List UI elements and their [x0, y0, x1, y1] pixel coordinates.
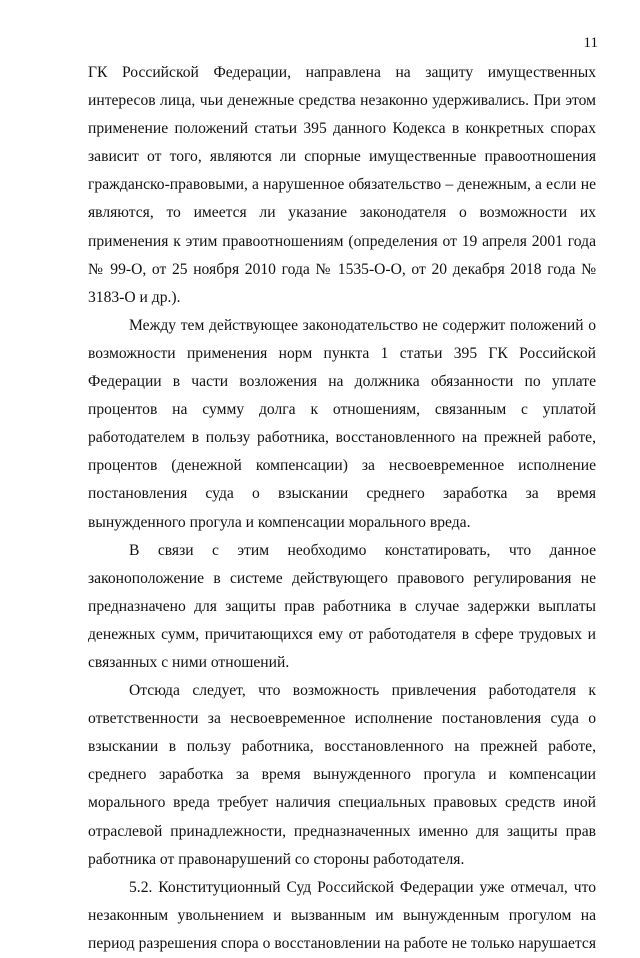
- paragraph: Отсюда следует, что возможность привлечения работодателя к ответственности за несвоевременное исполнение постановления суда о взыскании в пользу работника, восстановленного на прежней работе, среднего заработка за время вынужденного прогула и компенсации морального вреда требует наличия специальных правовых средств иной отраслевой принадлежности, предназначенных именно для защиты прав работника от правонарушений со стороны работодателя.: [88, 682, 596, 868]
- document-body: [88, 59, 596, 958]
- paragraph-section-5-2: 5.2. Конституционный Суд Российской Федерации уже отмечал, что незаконным увольнением и вызванным им вынужденным прогулом на период разрешения спора о восстановлении на работе не только нарушается: [88, 878, 596, 952]
- paragraph: В связи с этим необходимо констатировать, что данное законоположение в системе действующего правового регулирования не предназначено для защиты прав работника в случае задержки выплаты денежных сумм, причитающихся ему от работодателя в сфере трудовых и связанных с ними отношений.: [88, 541, 596, 671]
- paragraph: Между тем действующее законодательство не содержит положений о возможности применения норм пункта 1 статьи 395 ГК Российской Федерации в части возложения на должника обязанности по уплате процентов на сумму долга к отношениям, связанным с уплатой работодателем в пользу работника, восстановленного на прежней работе, процентов (денежной компенсации) за несвоевременное исполнение постановления суда о взыскании среднего заработка за время вынужденного прогула и компенсации морального вреда.: [88, 316, 596, 531]
- page-number: 11: [583, 35, 598, 51]
- paragraph-continuation: ГК Российской Федерации, направлена на защиту имущественных интересов лица, чьи денежные средства незаконно удерживались. При этом применение положений статьи 395 данного Кодекса в конкретных спорах зависит от того, являются ли спорные имущественные правоотношения гражданско-правовыми, а нарушенное обязательство – денежным, а если не являются, то имеется ли указание законодателя о возможности их применения к этим правоотношениям (определения от 19 апреля 2001 года № 99-О, от 25 ноября 2010 года № 1535-О-О, от 20 декабря 2018 года № 3183-О и др.).: [88, 64, 596, 306]
